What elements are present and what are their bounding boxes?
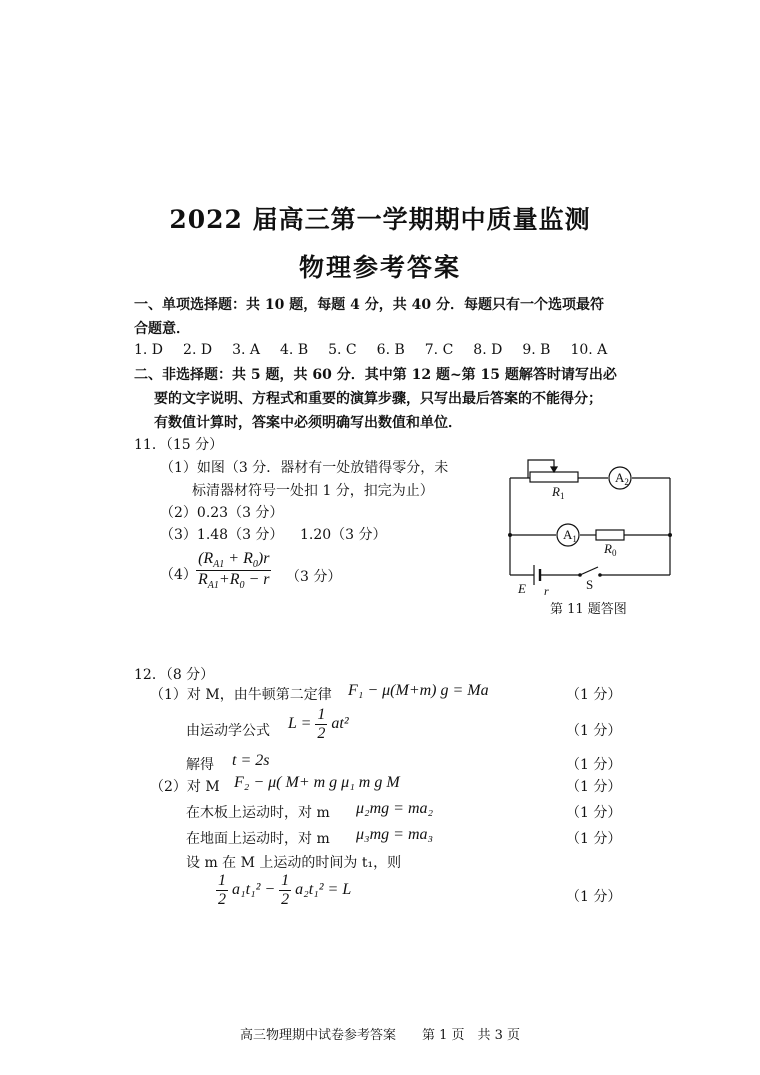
q12-score-6: （1 分） <box>566 831 622 847</box>
answer-8: 8. D <box>473 342 503 358</box>
q12-label: 12．（8 分） <box>134 667 215 683</box>
answer-6: 6. B <box>376 342 405 358</box>
section1-header-line1: 一、单项选择题：共 10 题，每题 4 分，共 40 分．每题只有一个选项最符 <box>134 297 604 313</box>
section2-header-line3: 有数值计算时，答案中必须明确写出数值和单位． <box>154 415 462 431</box>
q11-part2: （2）0.23（3 分） <box>160 505 284 521</box>
q12-score-3: （1 分） <box>566 757 622 773</box>
q12-score-2: （1 分） <box>566 723 622 739</box>
answer-1: 1. D <box>134 342 164 358</box>
label-r: r <box>544 584 549 596</box>
q11-part1-line1: （1）如图（3 分．器材有一处放错得零分，未 <box>160 460 449 476</box>
label-r1: $R_1$ <box>552 484 565 501</box>
q12-line1-text: （1）对 M，由牛顿第二定律 <box>150 687 332 703</box>
q11-part1-line2: 标清器材符号一处扣 1 分，扣完为止） <box>192 483 434 499</box>
q11-part3b: 1.20（3 分） <box>300 527 387 543</box>
label-a2: $A_2$ <box>615 470 629 487</box>
q12-line2-text: 由运动学公式 <box>186 723 270 739</box>
answer-7: 7. C <box>424 342 454 358</box>
q12-line3-math: t = 2s <box>232 752 270 769</box>
section2-header-line2: 要的文字说明、方程式和重要的演算步骤，只写出最后答案的不能得分； <box>154 391 602 407</box>
page-title: 2022 届高三第一学期期中质量监测 <box>169 205 591 234</box>
q12-score-5: （1 分） <box>566 805 622 821</box>
q12-score-7: （1 分） <box>566 889 622 905</box>
label-r0: $R_0$ <box>604 541 617 558</box>
q12-line5-text: 在木板上运动时，对 m <box>186 805 330 821</box>
q12-line8-math: $\frac{1}{2}$ a₁t₁² − $\frac{1}{2}$ a₂t₁² = L <box>218 872 352 908</box>
q11-part4-formula: $\frac{(R_{A1} + R_0)r}{R_{A1}+R_0 - r}$ <box>198 550 270 592</box>
q11-part4-score: （3 分） <box>286 569 342 585</box>
section1-answers <box>134 342 607 358</box>
label-s: S <box>586 577 594 592</box>
section2-header-line1: 二、非选择题：共 5 题，共 60 分．其中第 12 题~第 15 题解答时请写出必 <box>134 367 617 383</box>
q12-line5-math: μ₂mg = ma₂ <box>356 800 434 817</box>
switch-s <box>580 567 598 575</box>
q12-line2-math: L = $\frac{1}{2}$ at² <box>288 706 349 742</box>
q12-line7-text: 设 m 在 M 上运动的时间为 t₁，则 <box>186 855 402 871</box>
label-e: E <box>518 581 526 596</box>
answer-4: 4. B <box>280 342 309 358</box>
q12-line6-math: μ₃mg = ma₃ <box>356 826 434 843</box>
circuit-diagram <box>500 448 680 596</box>
q12-score-1: （1 分） <box>566 687 622 703</box>
answer-5: 5. C <box>328 342 357 358</box>
label-a1: $A_1$ <box>563 527 577 544</box>
q12-line4-text: （2）对 M <box>150 779 220 795</box>
answer-10: 10. A <box>570 342 608 358</box>
resistor-r0 <box>596 530 624 540</box>
figure-caption: 第 11 题答图 <box>550 602 627 617</box>
q12-line4-math: F₂ − μ( M+ m g μ₁ m g M <box>234 774 400 791</box>
answer-2: 2. D <box>183 342 213 358</box>
page-subtitle: 物理参考答案 <box>298 253 461 282</box>
answer-9: 9. B <box>522 342 551 358</box>
rheostat-r1 <box>530 472 578 482</box>
section1-header-line2: 合题意． <box>134 321 190 337</box>
q11-label: 11．（15 分） <box>134 437 224 453</box>
q12-line6-text: 在地面上运动时，对 m <box>186 831 330 847</box>
q11-part3a: （3）1.48（3 分） <box>160 527 284 543</box>
q12-score-4: （1 分） <box>566 779 622 795</box>
q12-line1-math: F₁ − μ(M+m) g = Ma <box>348 682 489 699</box>
answer-3: 3. A <box>232 342 261 358</box>
q11-part4-label: （4） <box>160 567 197 583</box>
q12-line3-text: 解得 <box>186 757 214 773</box>
page-footer: 高三物理期中试卷参考答案 第 1 页 共 3 页 <box>239 1028 521 1043</box>
